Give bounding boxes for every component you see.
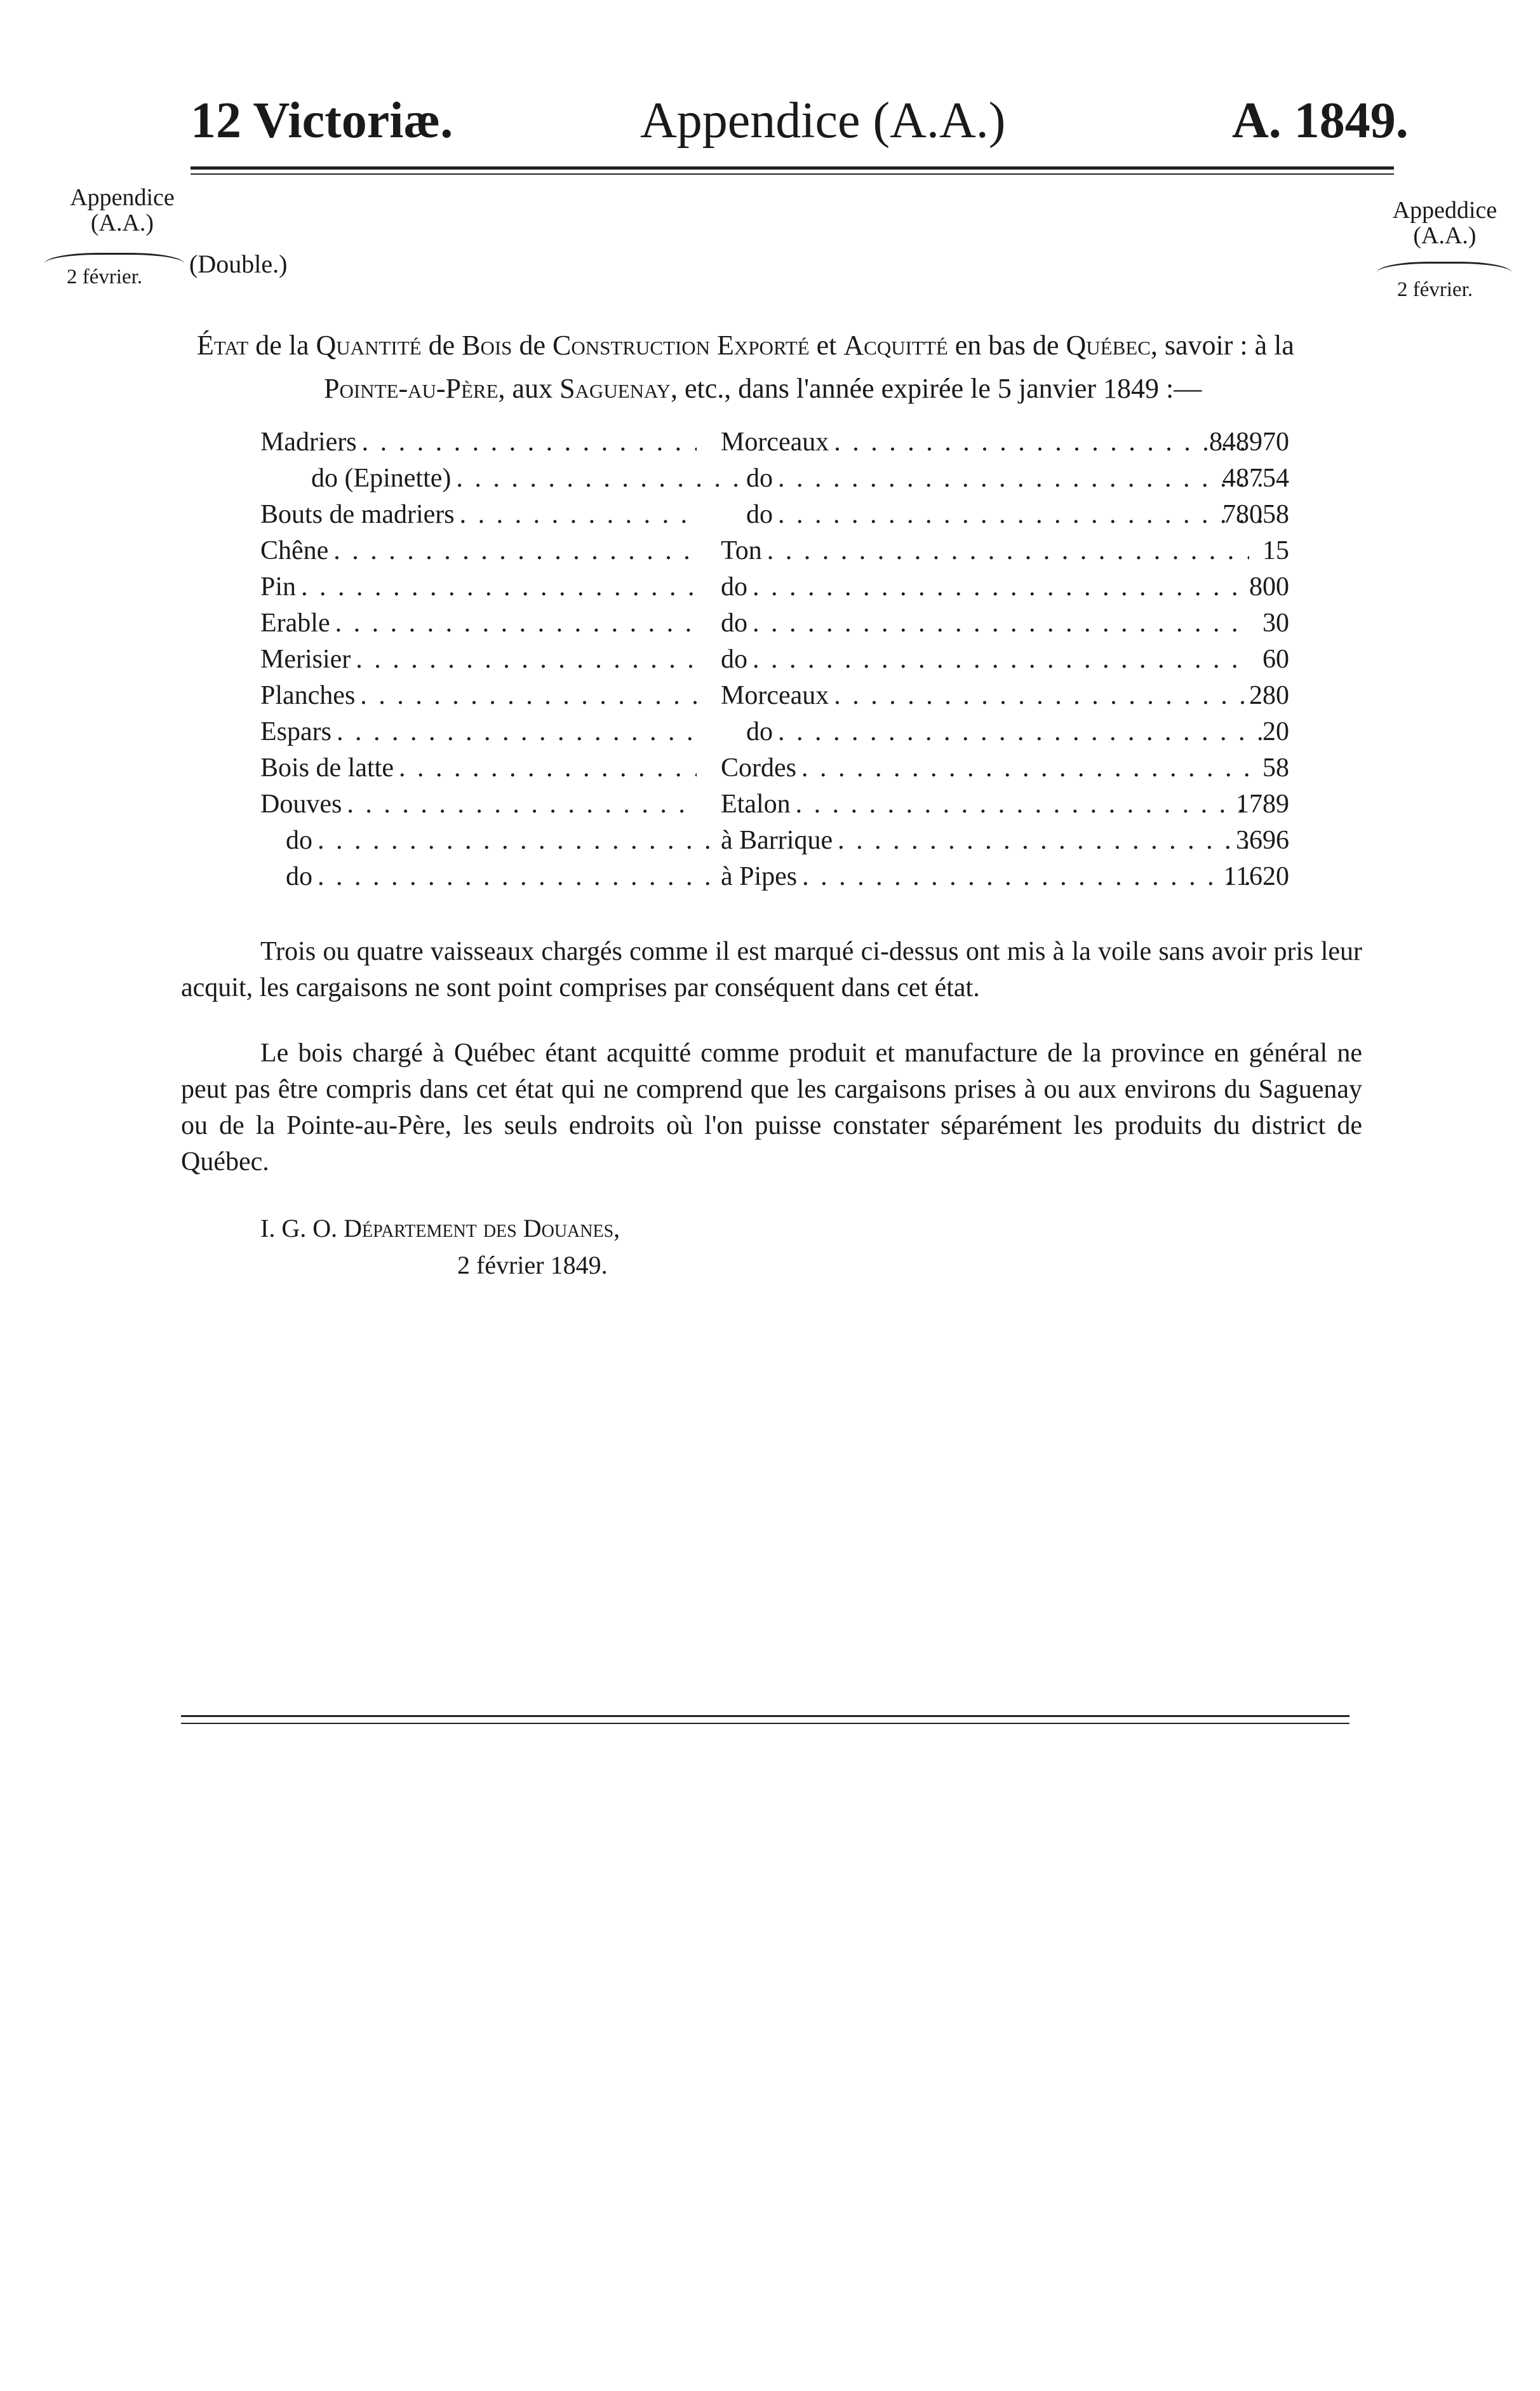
title-text-9: , etc., dans l'année expirée le 5 janvier 1849 :— (670, 373, 1202, 404)
leader-dots (333, 533, 697, 569)
title-text-8: , aux (498, 373, 560, 404)
header-rule-thin (191, 173, 1394, 175)
title-text-6: en bas de (947, 330, 1066, 361)
table-row (260, 859, 1289, 895)
row-unit: Cordes (721, 753, 796, 783)
row-label: Bois de latte (260, 753, 394, 783)
row-value: 800 (1249, 572, 1289, 602)
row-value: 48754 (1222, 464, 1289, 493)
row-unit: do (746, 500, 773, 529)
row-unit: Morceaux (721, 681, 829, 710)
row-value: 20 (1262, 717, 1289, 746)
row-value: 15 (1262, 536, 1289, 565)
note-paragraph-2: Le bois chargé à Québec étant acquitté comme produit et manufacture de la province en général ne peut pas être compris dans cet état qui ne comprend que les cargaisons prises à ou aux environs du Saguenay ou de la Pointe-au-Père, les seuls endroits où l'on puisse constater séparément les produits du district de Québec. (181, 1039, 1362, 1176)
row-unit: do (746, 464, 773, 493)
table-row (260, 497, 1289, 533)
margin-left-line1: Appendice (70, 184, 175, 211)
row-value: 280 (1249, 681, 1289, 710)
document-title (197, 324, 1378, 410)
note-paragraph-1: Trois ou quatre vaisseaux chargés comme il est marqué ci-dessus ont mis à la voile sans avoir pris leur acquit, les cargaisons ne sont point comprises par conséquent dans cet état. (181, 937, 1362, 1002)
header-rule-thick (191, 166, 1394, 170)
table-row (260, 642, 1289, 678)
row-value: 60 (1262, 645, 1289, 674)
leader-dots (347, 786, 697, 823)
row-label: Espars (260, 717, 331, 746)
timber-quantity-table (260, 424, 1289, 895)
running-head-left: 12 Victoriæ. (191, 93, 453, 149)
row-value: 3696 (1236, 826, 1289, 855)
row-value: 1789 (1236, 790, 1289, 819)
table-row (260, 533, 1289, 569)
title-text-2: de (421, 330, 462, 361)
row-unit: à Pipes (721, 862, 798, 891)
title-text-7: , savoir : à la (1150, 330, 1294, 361)
row-unit: Morceaux (721, 428, 829, 457)
margin-left-brace (44, 253, 184, 264)
title-construction: Construction (552, 330, 711, 361)
table-row (260, 605, 1289, 642)
margin-right-line1: Appeddice (1392, 197, 1497, 224)
running-head-center: Appendice (A.A.) (640, 93, 1006, 149)
row-unit: Ton (721, 536, 762, 565)
title-etat: État (197, 330, 249, 361)
leader-dots (399, 750, 697, 786)
row-label: Erable (260, 609, 330, 638)
row-label: Chêne (260, 536, 329, 565)
table-row (260, 424, 1289, 461)
row-label: Bouts de madriers (260, 500, 455, 529)
footer-rule-thin (181, 1723, 1349, 1724)
title-quantite: Quantité (316, 330, 422, 361)
table-row (260, 750, 1289, 786)
signature-department (260, 1213, 620, 1243)
row-unit: Etalon (721, 790, 791, 819)
row-label: Pin (260, 572, 297, 602)
row-unit: do (721, 609, 747, 638)
signature-dept-name: Département des Douanes, (344, 1214, 620, 1243)
margin-left-date: 2 février. (67, 266, 143, 288)
leader-dots (456, 461, 747, 497)
title-line-1 (197, 324, 1378, 367)
title-text-4 (710, 330, 717, 361)
leader-dots (335, 605, 697, 642)
title-exporte: Exporté (717, 330, 810, 361)
title-bois: Bois (462, 330, 512, 361)
row-unit: do (721, 645, 747, 674)
row-value: 30 (1262, 609, 1289, 638)
leader-dots (318, 859, 722, 895)
row-label: Merisier (260, 645, 351, 674)
row-value: 78058 (1222, 500, 1289, 529)
row-label: Madriers (260, 428, 357, 457)
row-unit: do (721, 572, 747, 602)
row-value: 11620 (1223, 862, 1289, 891)
row-label: do (286, 826, 312, 855)
title-acquitte: Acquitté (843, 330, 948, 361)
margin-left-double-note: (Double.) (189, 250, 288, 278)
leader-dots (318, 823, 722, 859)
leader-dots (301, 569, 697, 605)
footer-rule-thick (181, 1715, 1349, 1717)
table-row (260, 823, 1289, 859)
running-head-right: A. 1849. (1232, 93, 1409, 149)
leader-dots (460, 497, 697, 533)
margin-left-line2: (A.A.) (90, 209, 154, 236)
title-saguenay: Saguenay (559, 373, 671, 404)
table-row (260, 714, 1289, 750)
leader-dots (360, 678, 697, 714)
title-pointe: Pointe-au-Père (324, 373, 499, 404)
row-value: 848970 (1209, 428, 1289, 457)
signature-initials: I. G. O. (260, 1214, 344, 1243)
table-row (260, 786, 1289, 823)
title-text-3: de (512, 330, 552, 361)
margin-right-date: 2 février. (1397, 278, 1473, 301)
margin-right-brace (1377, 262, 1511, 273)
signature-date: 2 février 1849. (457, 1251, 608, 1279)
row-label: do (286, 862, 312, 891)
table-row (260, 569, 1289, 605)
row-unit: à Barrique (721, 826, 833, 855)
row-label: Planches (260, 681, 356, 710)
leader-dots (362, 424, 697, 461)
table-row (260, 678, 1289, 714)
row-label: Douves (260, 790, 342, 819)
title-text-1: de la (248, 330, 316, 361)
title-line-2 (197, 367, 1378, 410)
title-text-5: et (809, 330, 844, 361)
leader-dots (337, 714, 697, 750)
row-unit: do (746, 717, 773, 746)
margin-note-right (1378, 198, 1511, 249)
table-row (260, 461, 1289, 497)
row-value: 58 (1262, 753, 1289, 783)
row-label: do (Epinette) (311, 464, 452, 493)
margin-note-left (60, 185, 184, 236)
margin-right-line2: (A.A.) (1413, 222, 1476, 249)
title-quebec: Québec (1066, 330, 1151, 361)
leader-dots (356, 642, 697, 678)
